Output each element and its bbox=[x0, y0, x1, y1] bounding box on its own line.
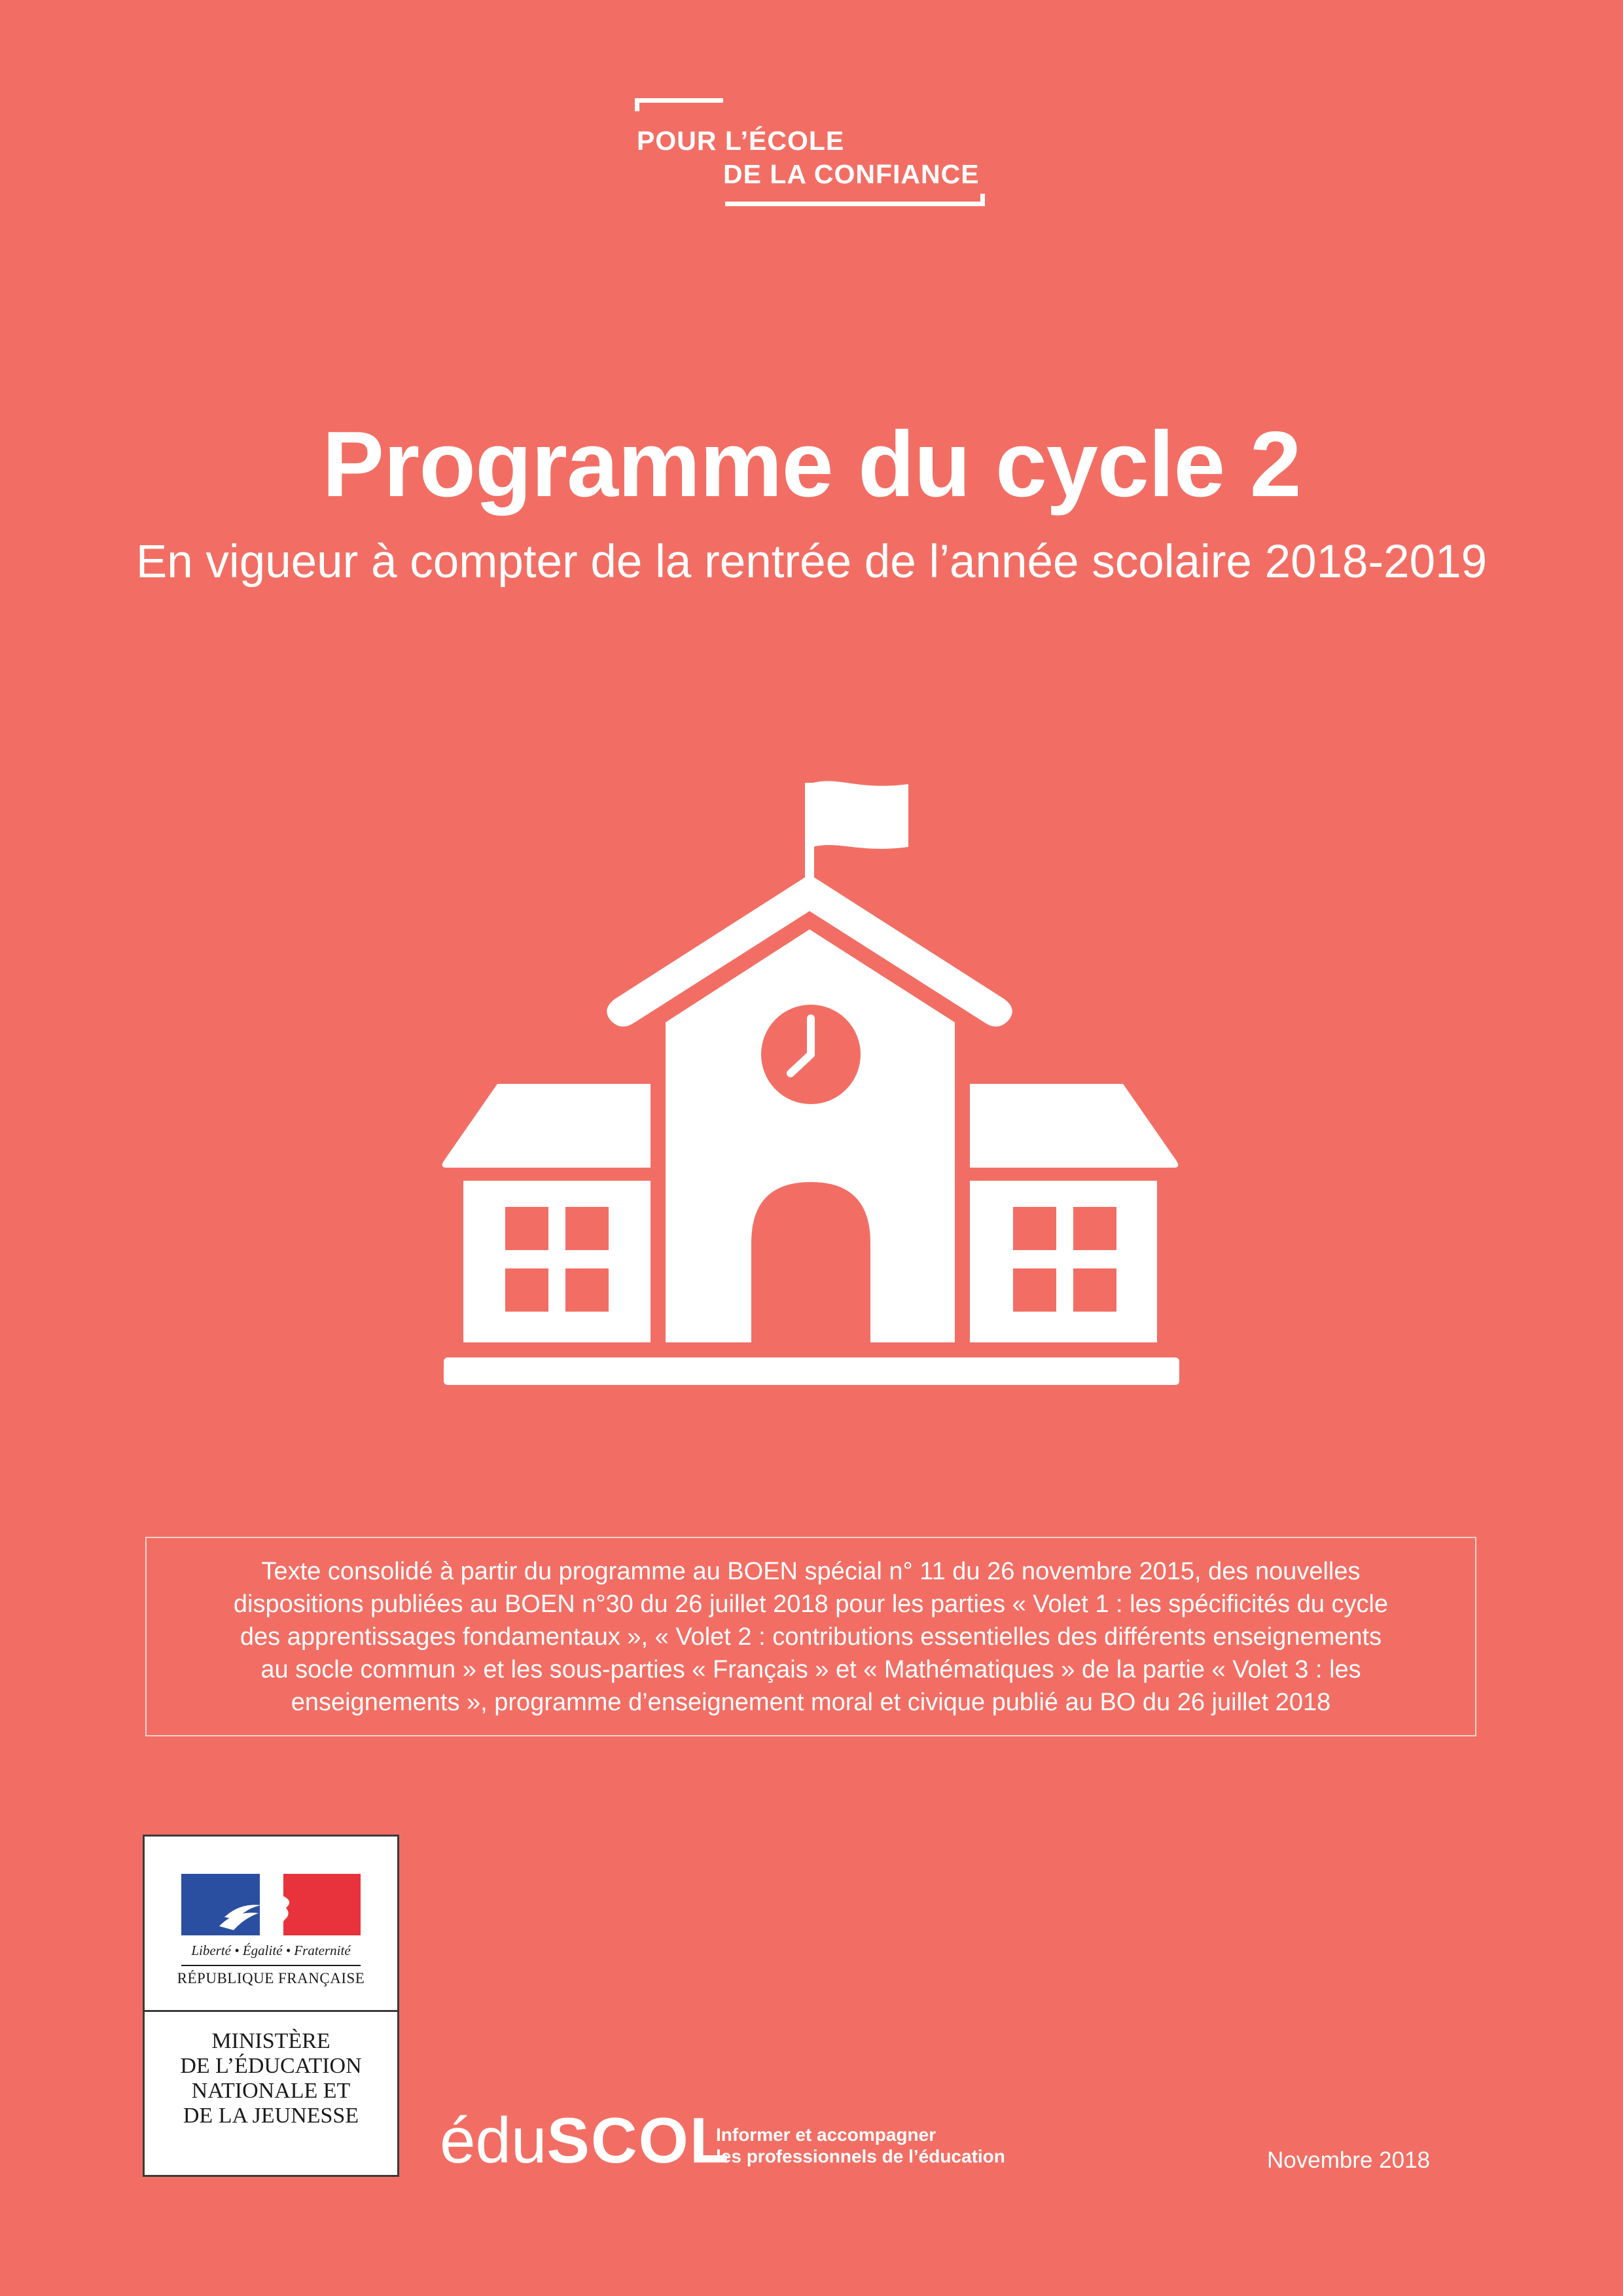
eduscol-logo bbox=[440, 2104, 1029, 2183]
slogan-line-2: DE LA CONFIANCE bbox=[723, 159, 980, 189]
legal-notice-box bbox=[145, 1537, 1476, 1736]
publication-date: Novembre 2018 bbox=[1267, 2147, 1431, 2173]
eduscol-tagline-line: Informer et accompagner bbox=[716, 2125, 936, 2145]
door bbox=[751, 1182, 870, 1342]
ministry-line: MINISTÈRE bbox=[211, 2029, 330, 2053]
school-building-icon bbox=[440, 776, 1183, 1388]
eduscol-tagline bbox=[716, 2124, 1005, 2167]
right-roof bbox=[970, 1084, 1178, 1168]
window bbox=[565, 1268, 609, 1312]
republic-motto: Liberté • Égalité • Fraternité bbox=[191, 1943, 351, 1958]
logo-divider bbox=[145, 2010, 397, 2012]
slogan-top-corner bbox=[635, 98, 639, 111]
marianne-flag-icon bbox=[181, 1874, 361, 1935]
right-wing bbox=[970, 1181, 1157, 1342]
legal-notice-text bbox=[183, 1555, 1439, 1719]
ministry-logo bbox=[143, 1835, 399, 2177]
page-subtitle: En vigueur à compter de la rentrée de l’année scolaire 2018-2019 bbox=[135, 536, 1488, 588]
legal-line: des apprentissages fondamentaux », « Volet 2 : contributions essentielles des différents enseignements bbox=[240, 1623, 1382, 1651]
eduscol-word-bold: SCOL bbox=[546, 2104, 730, 2176]
ministry-name bbox=[145, 2029, 397, 2128]
ground bbox=[444, 1357, 1179, 1385]
legal-line: enseignements », programme d’enseignement moral et civique publié au BO du 26 juillet 2018 bbox=[291, 1688, 1331, 1716]
left-wing bbox=[463, 1181, 651, 1342]
slogan-line-1: POUR L’ÉCOLE bbox=[637, 126, 845, 156]
window bbox=[1073, 1268, 1116, 1312]
eduscol-wordmark bbox=[440, 2104, 730, 2176]
page-title: Programme du cycle 2 bbox=[322, 412, 1301, 516]
flag bbox=[813, 781, 908, 849]
ministry-line: DE L’ÉDUCATION bbox=[180, 2054, 362, 2078]
motto-underline bbox=[181, 1965, 361, 1966]
window bbox=[1073, 1207, 1116, 1250]
legal-line: dispositions publiées au BOEN n°30 du 26 juillet 2018 pour les parties « Volet 1 : les spécificités du cycle bbox=[233, 1590, 1389, 1618]
eduscol-tagline-line: les professionnels de l’éducation bbox=[716, 2146, 1005, 2166]
window bbox=[505, 1268, 548, 1312]
left-roof bbox=[442, 1084, 651, 1168]
legal-line: Texte consolidé à partir du programme au BOEN spécial n° 11 du 26 novembre 2015, des nouvelles bbox=[261, 1557, 1361, 1585]
window bbox=[505, 1207, 548, 1250]
slogan-bottom-corner bbox=[980, 194, 985, 206]
ministry-line: NATIONALE ET bbox=[191, 2079, 351, 2103]
slogan-top-bar bbox=[635, 98, 723, 103]
ministry-line: DE LA JEUNESSE bbox=[183, 2104, 359, 2128]
slogan-bottom-bar bbox=[725, 202, 985, 206]
republic-name: RÉPUBLIQUE FRANÇAISE bbox=[177, 1970, 365, 1986]
window bbox=[1013, 1268, 1056, 1312]
legal-line: au socle commun » et les sous-parties « Français » et « Mathématiques » de la partie « Volet 3 : les bbox=[260, 1655, 1361, 1683]
window bbox=[565, 1207, 609, 1250]
flag-pole bbox=[805, 783, 814, 881]
eduscol-word-light: édu bbox=[440, 2104, 547, 2176]
slogan-logo bbox=[635, 98, 988, 219]
window bbox=[1013, 1207, 1056, 1250]
